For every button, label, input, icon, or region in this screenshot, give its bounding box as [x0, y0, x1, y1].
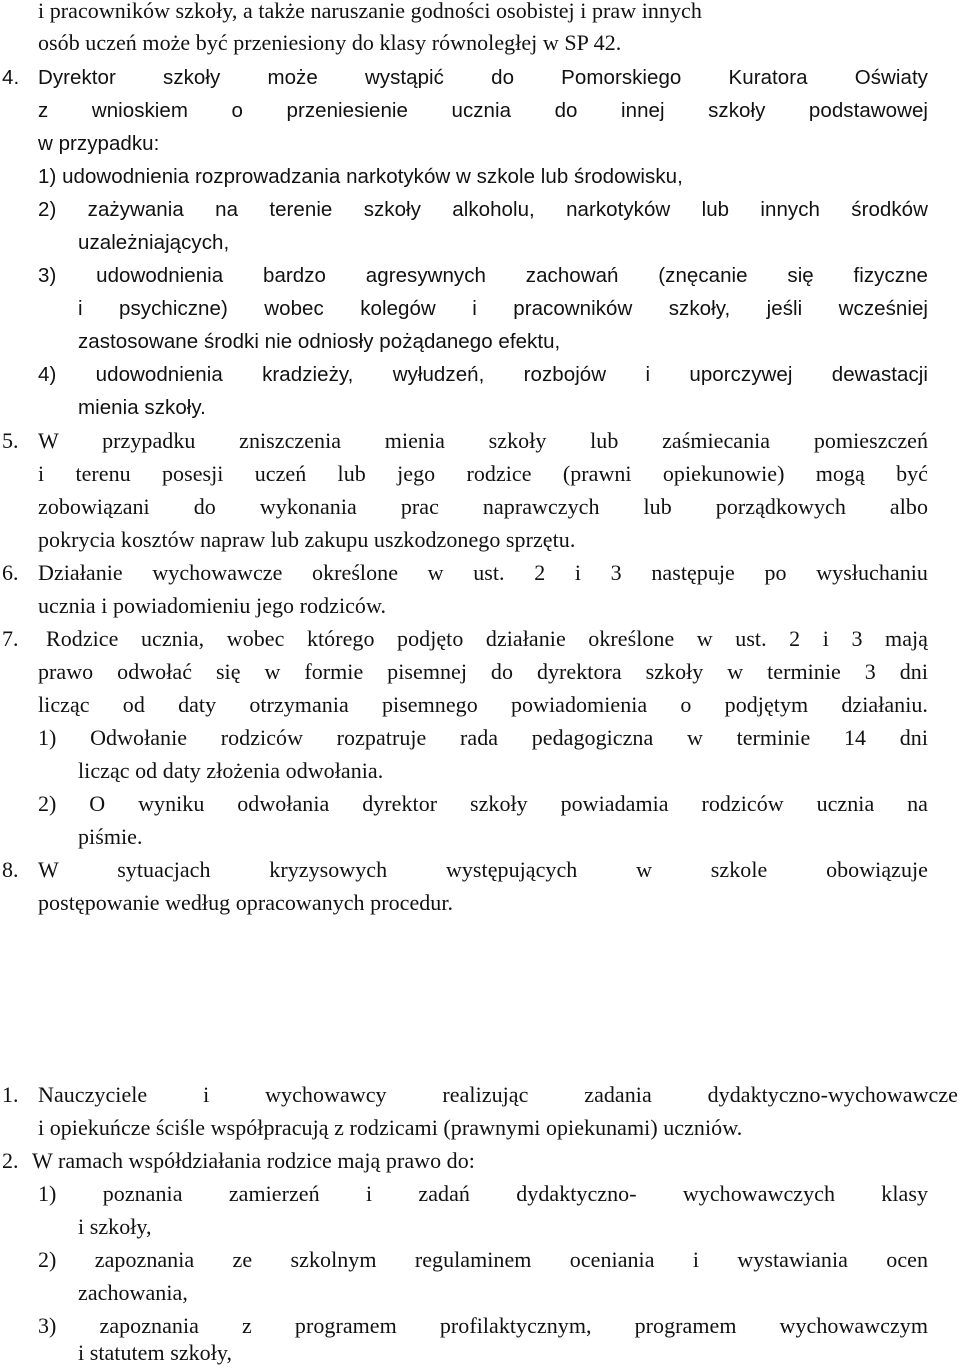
- list-number: 8.: [2, 857, 19, 882]
- list-item: 2) zażywania na terenie szkoły alkoholu, narkotyków lub innych środków: [38, 198, 928, 221]
- text-line: uzależniających,: [78, 231, 230, 254]
- text-line: prawo odwołać się w formie pisemnej do dyrektora szkoły w terminie 3 dni: [38, 659, 928, 684]
- list-item: 1) Odwołanie rodziców rozpatruje rada pedagogiczna w terminie 14 dni: [38, 725, 928, 750]
- text-line: Nauczyciele i wychowawcy realizując zadania dydaktyczno-wychowawcze: [38, 1082, 958, 1107]
- text-line: Dyrektor szkoły może wystąpić do Pomorskiego Kuratora Oświaty: [38, 66, 928, 89]
- text-line: W ramach współdziałania rodzice mają prawo do:: [32, 1148, 475, 1173]
- text-line: pokrycia kosztów napraw lub zakupu uszkodzonego sprzętu.: [38, 527, 576, 552]
- text-line: postępowanie według opracowanych procedur.: [38, 890, 454, 915]
- text-line: Działanie wychowawcze określone w ust. 2 i 3 następuje po wysłuchaniu: [38, 560, 928, 585]
- text-line: licząc od daty złożenia odwołania.: [78, 758, 384, 783]
- text-line: i pracowników szkoły, a także naruszanie godności osobistej i praw innych: [38, 0, 702, 23]
- text-line: zastosowane środki nie odniosły pożądanego efektu,: [78, 330, 561, 353]
- list-item: 2) O wyniku odwołania dyrektor szkoły powiadamia rodziców ucznia na: [38, 791, 928, 816]
- list-item: 4) udowodnienia kradzieży, wyłudzeń, rozbojów i uporczywej dewastacji: [38, 363, 928, 386]
- list-item: 1) poznania zamierzeń i zadań dydaktyczno- wychowawczych klasy: [38, 1181, 928, 1206]
- list-number: 4.: [2, 66, 20, 89]
- list-item: 1) udowodnienia rozprowadzania narkotyków w szkole lub środowisku,: [38, 165, 683, 188]
- list-number: 5.: [2, 428, 19, 453]
- list-number: 6.: [2, 560, 19, 585]
- text-line: licząc od daty otrzymania pisemnego powiadomienia o podjętym działaniu.: [38, 692, 928, 717]
- text-line: W sytuacjach kryzysowych występujących w szkole obowiązuje: [38, 857, 928, 882]
- list-number: 1.: [2, 1082, 19, 1107]
- text-line: i terenu posesji uczeń lub jego rodzice (prawni opiekunowie) mogą być: [38, 461, 928, 486]
- list-number: 7.: [2, 626, 19, 651]
- text-line: ucznia i powiadomieniu jego rodziców.: [38, 593, 387, 618]
- text-line: i statutem szkoły,: [78, 1340, 233, 1365]
- text-line: Rodzice ucznia, wobec którego podjęto działanie określone w ust. 2 i 3 mają: [46, 626, 928, 651]
- text-line: zobowiązani do wykonania prac naprawczych lub porządkowych albo: [38, 494, 928, 519]
- text-line: w przypadku:: [38, 132, 160, 155]
- list-number: 2.: [2, 1148, 19, 1173]
- text-line: zachowania,: [78, 1280, 188, 1305]
- text-line: piśmie.: [78, 824, 143, 849]
- text-line: osób uczeń może być przeniesiony do klasy równoległej w SP 42.: [38, 30, 622, 55]
- list-item: 3) udowodnienia bardzo agresywnych zachowań (znęcanie się fizyczne: [38, 264, 928, 287]
- list-item: 3) zapoznania z programem profilaktycznym, programem wychowawczym: [38, 1313, 928, 1338]
- text-line: i psychiczne) wobec kolegów i pracowników szkoły, jeśli wcześniej: [78, 297, 928, 320]
- text-line: mienia szkoły.: [78, 396, 206, 419]
- text-line: W przypadku zniszczenia mienia szkoły lub zaśmiecania pomieszczeń: [38, 428, 928, 453]
- text-line: i szkoły,: [78, 1214, 152, 1239]
- list-item: 2) zapoznania ze szkolnym regulaminem oceniania i wystawiania ocen: [38, 1247, 928, 1272]
- text-line: i opiekuńcze ściśle współpracują z rodzicami (prawnymi opiekunami) uczniów.: [38, 1115, 743, 1140]
- text-line: z wnioskiem o przeniesienie ucznia do innej szkoły podstawowej: [38, 99, 928, 122]
